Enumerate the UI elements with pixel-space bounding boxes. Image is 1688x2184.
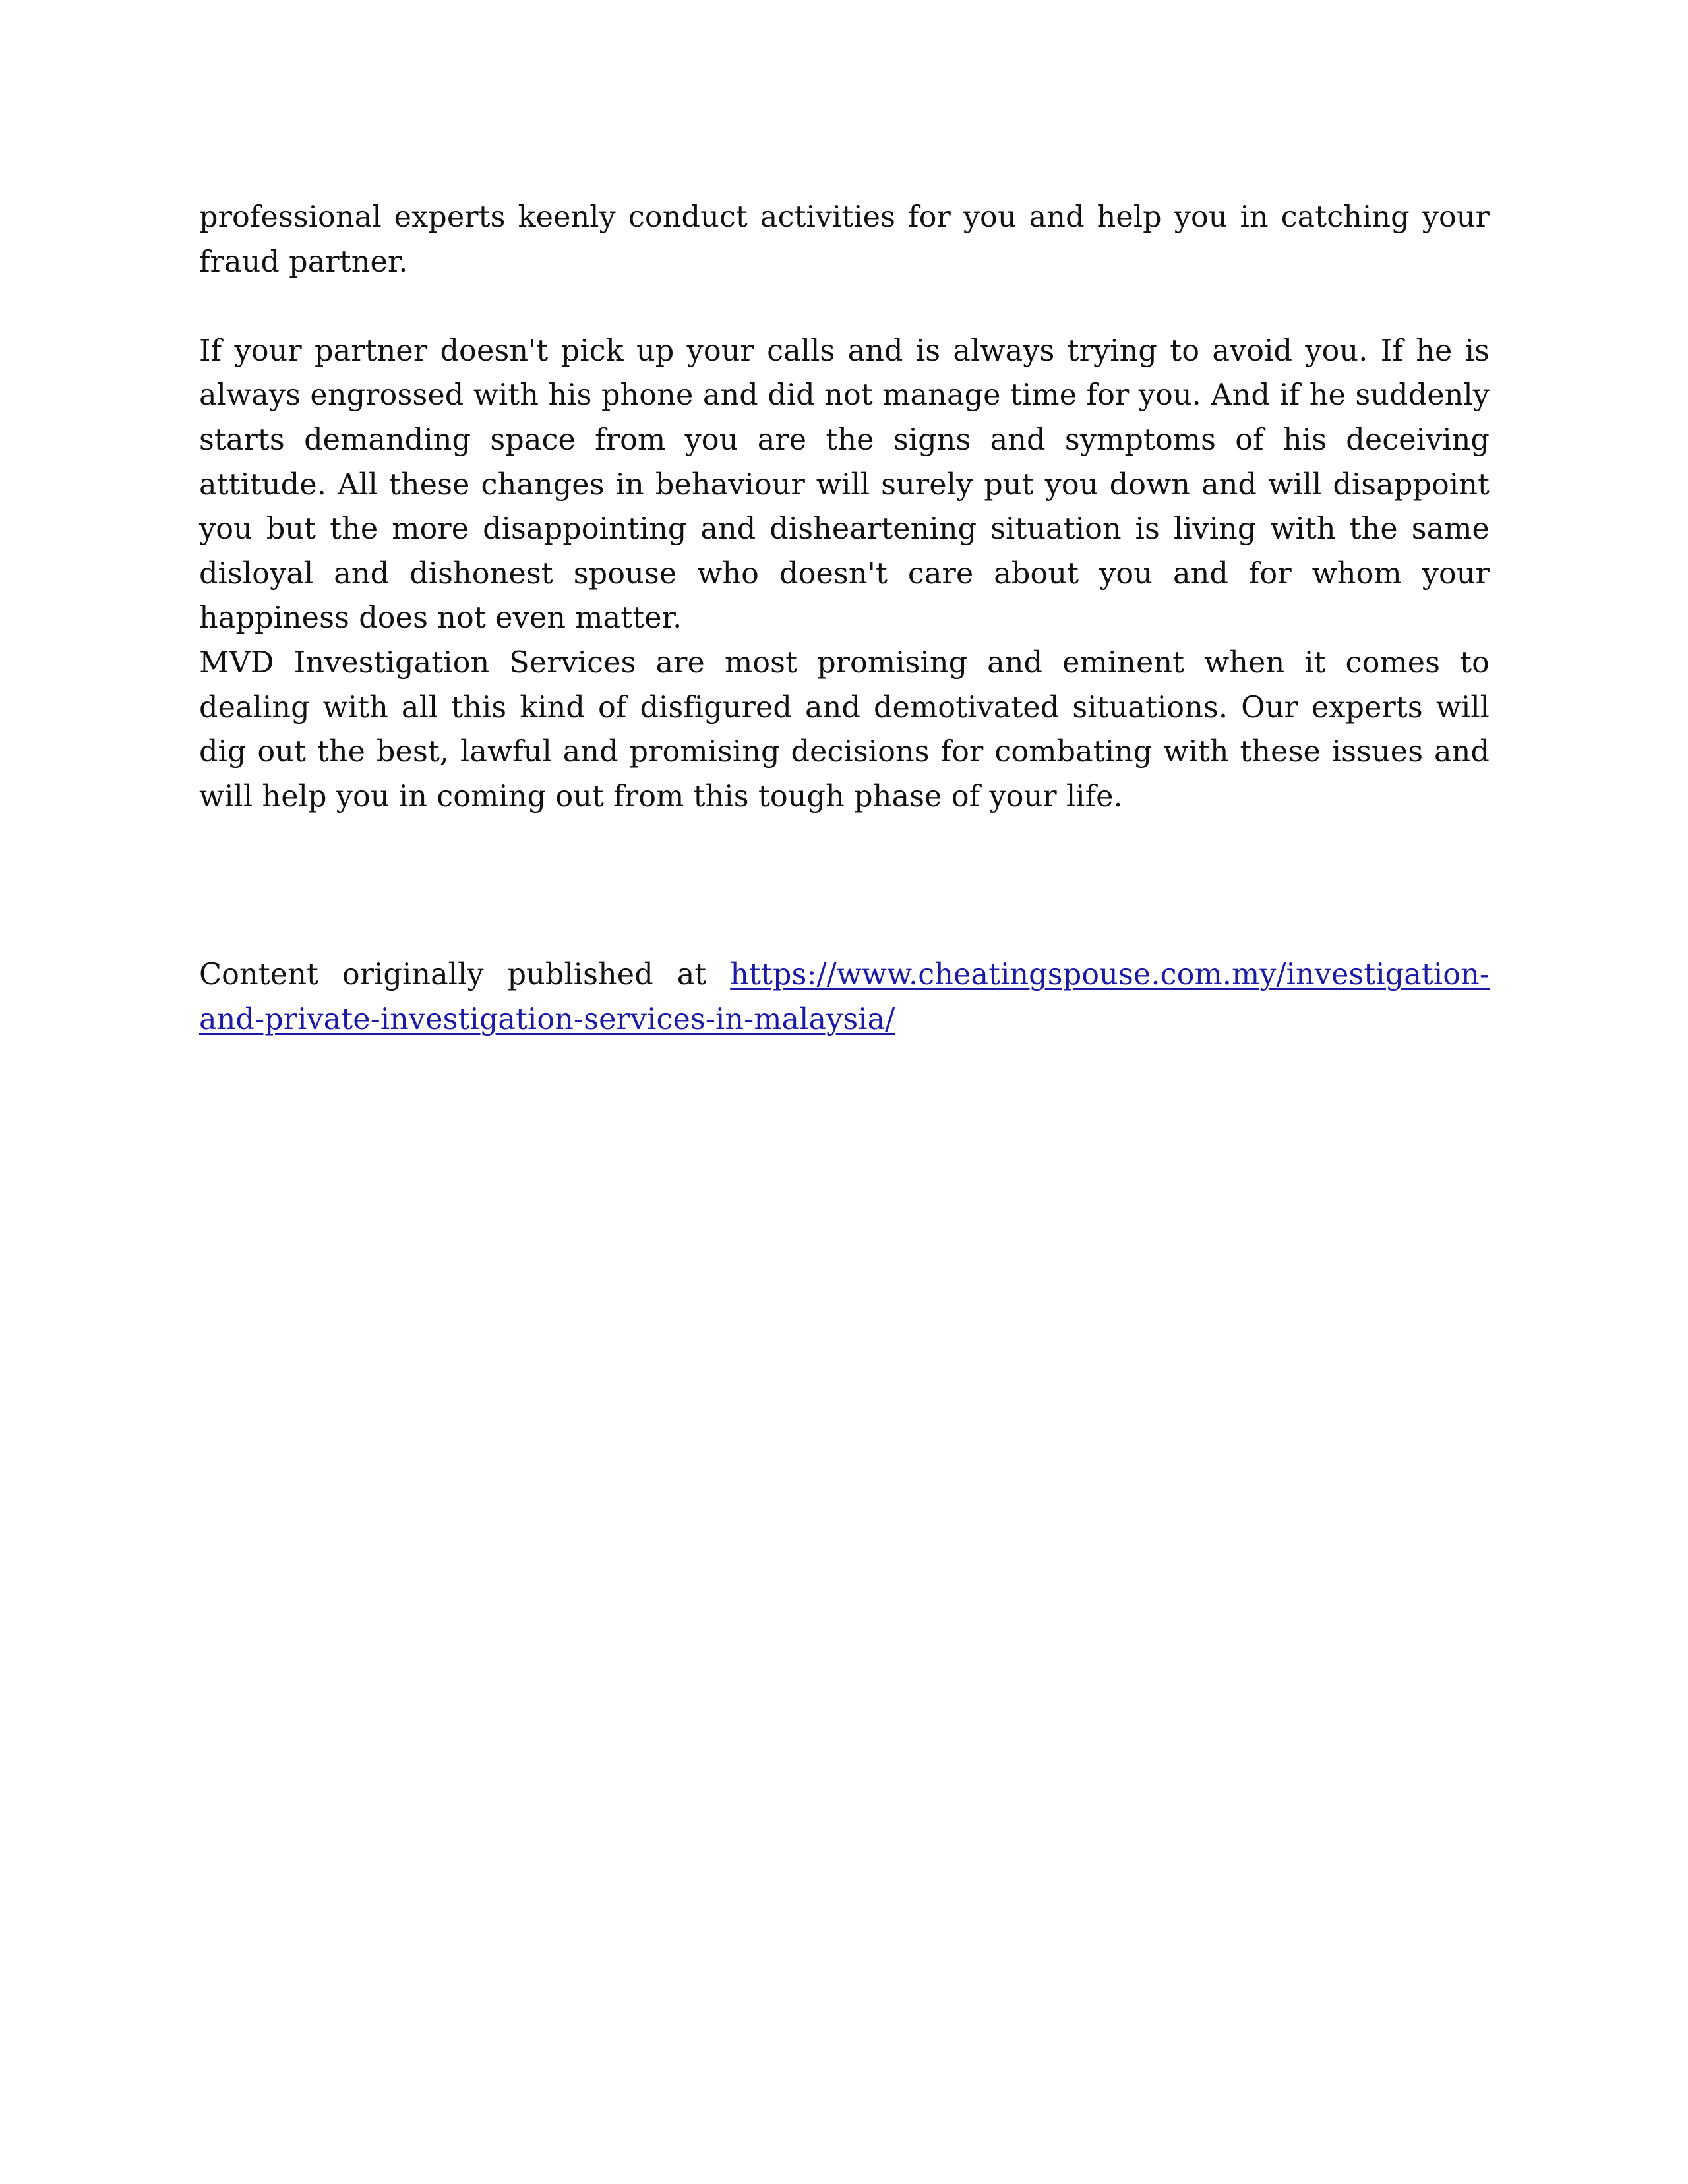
source-prefix: Content originally published at <box>199 958 707 992</box>
paragraph-warning-signs: If your partner doesn't pick up your calls and is always trying to avoid you. If he is always engrossed with his phone and did not manage time for you. And if he suddenly starts demanding space from you are the signs and symptoms of his deceiving attitude. All these changes in behaviour will surely put you down and will disappoint you but the more disappointing and disheartening situation is living with the same disloyal and dishonest spouse who doesn't care about you and for whom your happiness does not even matter. <box>199 334 1490 635</box>
source-attribution <box>199 953 1490 1042</box>
paragraph-intro-continuation: professional experts keenly conduct activities for you and help you in catching your fraud partner. <box>199 200 1490 279</box>
paragraph-spacer <box>199 284 1490 329</box>
source-link[interactable]: https://www.cheatingspouse.com.my/investigation-and-private-investigation-services-in-malaysia/ <box>199 958 1490 1036</box>
section-spacer <box>199 819 1490 953</box>
paragraph-services: MVD Investigation Services are most promising and eminent when it comes to dealing with all this kind of disfigured and demotivated situations. Our experts will dig out the best, lawful and promising decisions for combating with these issues and will help you in coming out from this tough phase of your life. <box>199 645 1490 813</box>
document-body <box>199 195 1490 1042</box>
